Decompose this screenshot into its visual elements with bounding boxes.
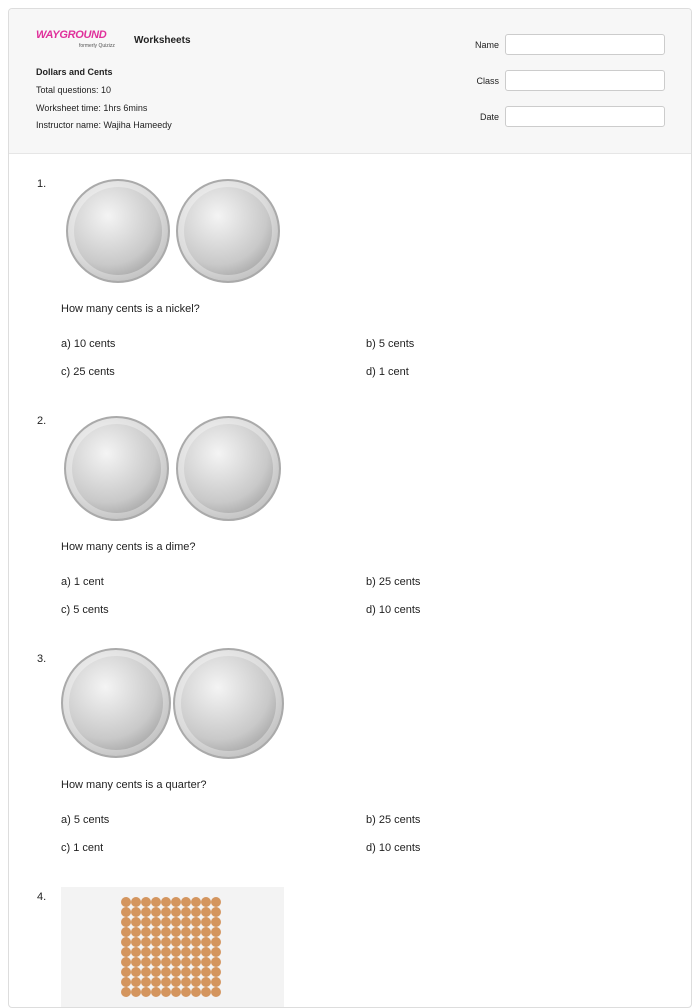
penny-icon — [131, 977, 141, 987]
penny-icon — [191, 977, 201, 987]
penny-icon — [181, 947, 191, 957]
option-d: d) 10 cents — [366, 604, 421, 616]
dime-front-image — [64, 416, 169, 521]
penny-icon — [151, 907, 161, 917]
penny-icon — [201, 937, 211, 947]
penny-icon — [191, 937, 201, 947]
penny-icon — [201, 917, 211, 927]
penny-icon — [181, 917, 191, 927]
penny-icon — [131, 907, 141, 917]
penny-icon — [141, 957, 151, 967]
logo-subtitle: formerly Quizizz — [79, 43, 115, 49]
class-field[interactable] — [505, 70, 665, 91]
penny-icon — [141, 907, 151, 917]
total-questions: Total questions: 10 — [36, 85, 112, 95]
penny-icon — [181, 977, 191, 987]
instructor-name: Instructor name: Wajiha Hameedy — [36, 120, 172, 130]
penny-icon — [161, 917, 171, 927]
penny-icon — [191, 927, 201, 937]
penny-icon — [211, 927, 221, 937]
worksheet-title: Dollars and Cents — [36, 67, 113, 77]
penny-icon — [211, 897, 221, 907]
penny-icon — [201, 897, 211, 907]
option-b: b) 25 cents — [366, 576, 421, 588]
penny-icon — [181, 957, 191, 967]
penny-icon — [151, 917, 161, 927]
penny-icon — [131, 917, 141, 927]
class-label: Class — [476, 76, 499, 86]
penny-icon — [131, 957, 141, 967]
penny-icon — [161, 977, 171, 987]
worksheet-header — [9, 9, 691, 154]
penny-icon — [191, 957, 201, 967]
penny-icon — [191, 917, 201, 927]
penny-icon — [161, 987, 171, 997]
penny-icon — [141, 947, 151, 957]
penny-icon — [171, 937, 181, 947]
penny-icon — [171, 967, 181, 977]
penny-icon — [181, 897, 191, 907]
penny-icon — [181, 937, 191, 947]
penny-icon — [171, 897, 181, 907]
penny-icon — [161, 907, 171, 917]
penny-icon — [141, 917, 151, 927]
penny-icon — [201, 947, 211, 957]
penny-icon — [121, 967, 131, 977]
option-b: b) 25 cents — [366, 814, 421, 826]
penny-icon — [121, 977, 131, 987]
penny-icon — [131, 927, 141, 937]
penny-icon — [161, 927, 171, 937]
option-b: b) 5 cents — [366, 338, 415, 350]
penny-icon — [211, 947, 221, 957]
penny-icon — [131, 947, 141, 957]
question-text: How many cents is a quarter? — [61, 779, 207, 791]
name-field[interactable] — [505, 34, 665, 55]
dime-back-image — [176, 416, 281, 521]
quarter-back-image — [173, 648, 284, 759]
question-number: 4. — [37, 891, 47, 903]
penny-icon — [131, 897, 141, 907]
penny-icon — [151, 967, 161, 977]
question-number: 1. — [37, 178, 47, 190]
penny-icon — [121, 897, 131, 907]
option-a: a) 5 cents — [61, 814, 110, 826]
penny-icon — [181, 967, 191, 977]
option-c: c) 1 cent — [61, 842, 104, 854]
penny-icon — [121, 987, 131, 997]
date-field[interactable] — [505, 106, 665, 127]
penny-icon — [151, 937, 161, 947]
question-number: 2. — [37, 415, 47, 427]
penny-icon — [161, 947, 171, 957]
option-d: d) 1 cent — [366, 366, 409, 378]
worksheet — [8, 8, 692, 1008]
penny-icon — [171, 977, 181, 987]
question-number: 3. — [37, 653, 47, 665]
worksheet-time: Worksheet time: 1hrs 6mins — [36, 103, 148, 113]
option-d: d) 10 cents — [366, 842, 421, 854]
penny-icon — [161, 957, 171, 967]
penny-icon — [131, 987, 141, 997]
penny-icon — [171, 987, 181, 997]
penny-icon — [141, 897, 151, 907]
app-name: Worksheets — [134, 35, 191, 46]
option-c: c) 5 cents — [61, 604, 109, 616]
option-a: a) 1 cent — [61, 576, 104, 588]
penny-icon — [151, 947, 161, 957]
question-text: How many cents is a dime? — [61, 541, 196, 553]
penny-icon — [141, 987, 151, 997]
penny-icon — [131, 937, 141, 947]
pennies-image — [61, 887, 284, 1007]
penny-icon — [161, 897, 171, 907]
question-text: How many cents is a nickel? — [61, 303, 200, 315]
penny-icon — [181, 907, 191, 917]
penny-icon — [121, 947, 131, 957]
penny-icon — [201, 907, 211, 917]
penny-icon — [191, 897, 201, 907]
penny-icon — [211, 967, 221, 977]
penny-icon — [171, 907, 181, 917]
penny-icon — [151, 897, 161, 907]
penny-icon — [141, 977, 151, 987]
penny-icon — [121, 917, 131, 927]
penny-icon — [121, 927, 131, 937]
penny-icon — [171, 917, 181, 927]
penny-icon — [191, 907, 201, 917]
penny-icon — [151, 977, 161, 987]
penny-icon — [211, 957, 221, 967]
penny-icon — [201, 977, 211, 987]
option-c: c) 25 cents — [61, 366, 115, 378]
penny-icon — [161, 967, 171, 977]
penny-icon — [201, 927, 211, 937]
nickel-back-image — [176, 179, 280, 283]
penny-icon — [211, 907, 221, 917]
penny-icon — [201, 987, 211, 997]
penny-icon — [121, 957, 131, 967]
name-label: Name — [474, 40, 499, 50]
penny-icon — [171, 957, 181, 967]
penny-icon — [151, 927, 161, 937]
penny-icon — [171, 947, 181, 957]
option-a: a) 10 cents — [61, 338, 116, 350]
quarter-front-image — [61, 648, 171, 758]
penny-icon — [121, 907, 131, 917]
penny-icon — [151, 987, 161, 997]
penny-icon — [211, 937, 221, 947]
penny-icon — [171, 927, 181, 937]
penny-icon — [211, 917, 221, 927]
date-label: Date — [479, 112, 499, 122]
penny-icon — [141, 937, 151, 947]
penny-icon — [201, 967, 211, 977]
penny-icon — [151, 957, 161, 967]
penny-icon — [181, 987, 191, 997]
penny-icon — [201, 957, 211, 967]
penny-icon — [181, 927, 191, 937]
penny-icon — [121, 937, 131, 947]
penny-icon — [161, 937, 171, 947]
penny-icon — [141, 967, 151, 977]
penny-icon — [211, 977, 221, 987]
penny-icon — [131, 967, 141, 977]
penny-icon — [191, 967, 201, 977]
penny-icon — [191, 947, 201, 957]
penny-icon — [141, 927, 151, 937]
logo: WAYGROUND — [36, 29, 107, 41]
penny-icon — [211, 987, 221, 997]
nickel-front-image — [66, 179, 170, 283]
penny-icon — [191, 987, 201, 997]
